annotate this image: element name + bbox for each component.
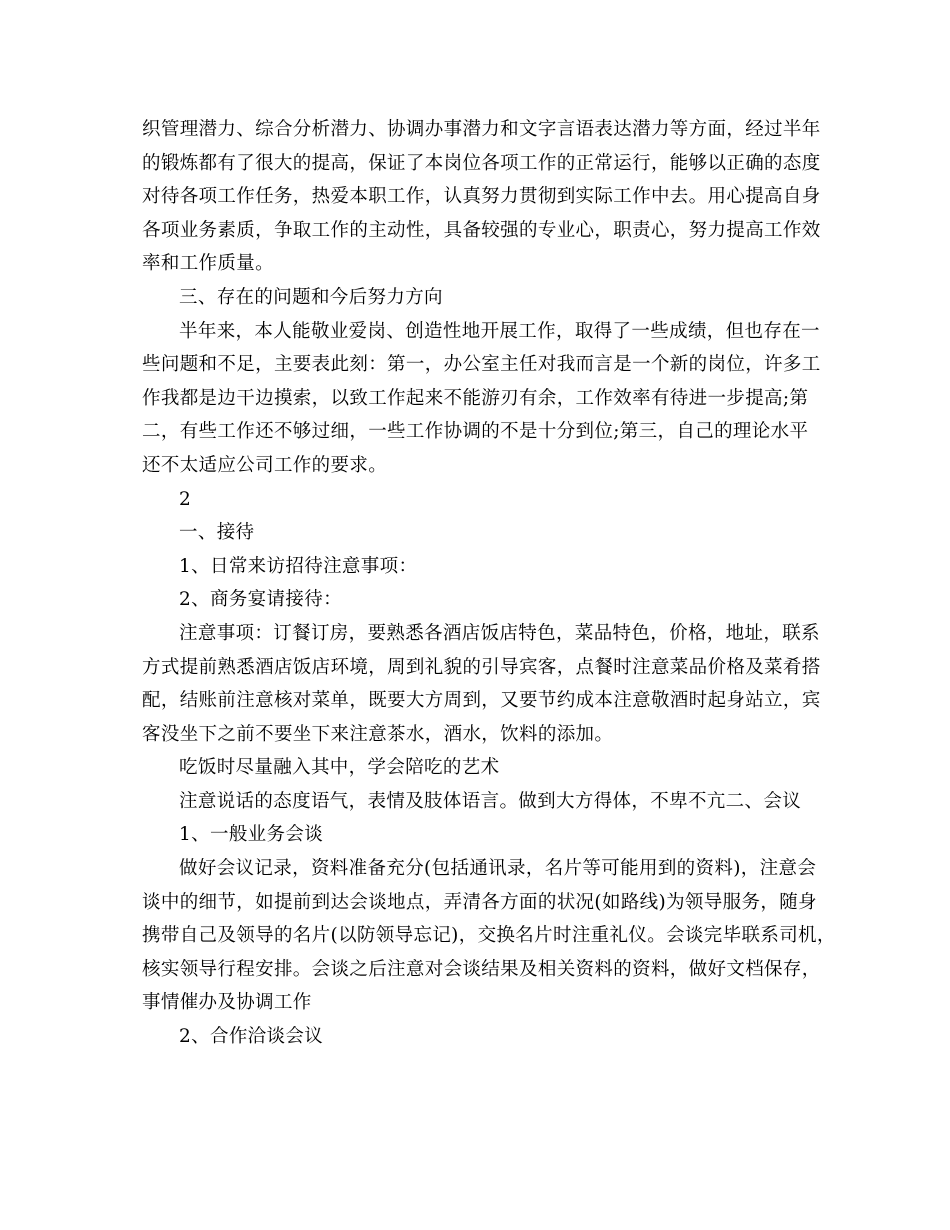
text-line: 携带自己及领导的名片(以防领导忘记)，交换名片时注重礼仪。会谈完毕联系司机， [142,925,836,947]
text-line: 配，结账前注意核对菜单，既要大方周到，又要节约成本注意敬酒时起身站立，宾 [142,690,821,712]
text-line: 事情催办及协调工作 [142,992,312,1014]
text-line: 三、存在的问题和今后努力方向 [179,286,443,308]
text-line: 的锻炼都有了很大的提高，保证了本岗位各项工作的正常运行，能够以正确的态度 [142,152,821,174]
text-line: 方式提前熟悉酒店饭店环境，周到礼貌的引导宾客，点餐时注意菜品价格及菜肴搭 [142,656,821,678]
document-page [142,113,836,1054]
text-line: 客没坐下之前不要坐下来注意茶水，酒水，饮料的添加。 [142,723,614,745]
text-line: 一、接待 [179,522,255,544]
text-line: 还不太适应公司工作的要求。 [142,454,388,476]
text-line: 各项业务素质，争取工作的主动性，具备较强的专业心，职责心，努力提高工作效 [142,219,821,241]
text-line: 1、一般业务会谈 [179,824,324,846]
text-line: 对待各项工作任务，热爱本职工作，认真努力贯彻到实际工作中去。用心提高自身 [142,186,821,208]
text-line: 谈中的细节，如提前到达会谈地点，弄清各方面的状况(如路线)为领导服务，随身 [142,891,817,913]
text-line: 2、商务宴请接待： [179,589,342,611]
text-line: 注意事项：订餐订房，要熟悉各酒店饭店特色，菜品特色，价格，地址，联系 [179,622,820,644]
text-line: 织管理潜力、综合分析潜力、协调办事潜力和文字言语表达潜力等方面，经过半年 [142,119,821,140]
text-line: 些问题和不足，主要表此刻：第一，办公室主任对我而言是一个新的岗位，许多工 [142,354,821,376]
text-line: 核实领导行程安排。会谈之后注意对会谈结果及相关资料的资料，做好文档保存， [142,958,821,980]
text-line: 1、日常来访招待注意事项： [179,555,418,577]
text-line: 作我都是边干边摸索，以致工作起来不能游刃有余，工作效率有待进一步提高;第 [142,387,809,409]
text-line: 半年来，本人能敬业爱岗、创造性地开展工作，取得了一些成绩，但也存在一 [179,320,820,342]
text-line: 率和工作质量。 [142,253,274,275]
text-line: 2、合作洽谈会议 [179,1026,324,1048]
text-line: 二，有些工作还不够过细，一些工作协调的不是十分到位;第三，自己的理论水平 [142,421,809,443]
text-line: 注意说话的态度语气，表情及肢体语言。做到大方得体，不卑不亢二、会议 [179,790,802,812]
text-line: 做好会议记录，资料准备充分(包括通讯录，名片等可能用到的资料)，注意会 [179,858,817,880]
text-line: 2 [179,488,192,510]
text-line: 吃饭时尽量融入其中，学会陪吃的艺术 [179,757,500,779]
